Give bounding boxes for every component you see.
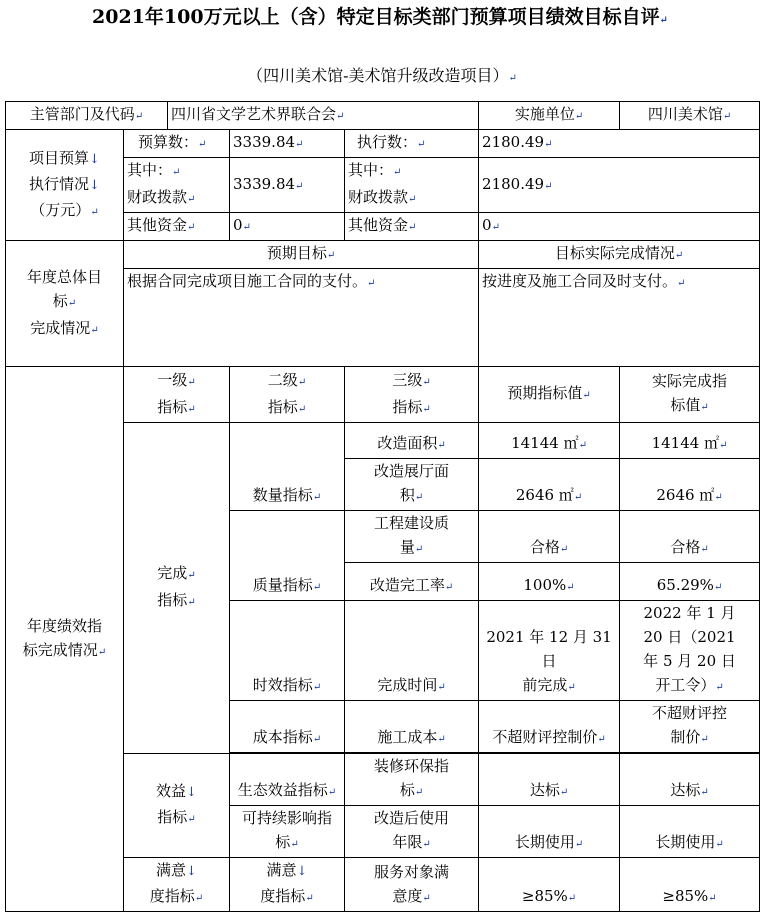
exec-value-cell: 2180.49↵ xyxy=(479,130,760,158)
page-title: 2021年100万元以上（含）特定目标类部门预算项目绩效目标自评↵ xyxy=(92,6,668,28)
level3-cell: 施工成本↵ xyxy=(345,701,479,753)
actual-goal-header: 目标实际完成情况↵ xyxy=(479,241,760,269)
budget-section-label: 项目预算↓ 执行情况↓ （万元）↵ xyxy=(6,130,124,241)
expected-value-cell: 长期使用↵ xyxy=(479,806,620,858)
expected-value-cell: 100%↵ xyxy=(479,563,620,601)
other-budget-cell: 0↵ xyxy=(230,213,345,241)
unit-value-cell: 四川美术馆↵ xyxy=(620,102,760,130)
quantity-level2-cell: 数量指标↵ xyxy=(230,423,345,511)
actual-value-cell: 2022 年 1 月 20 日（2021 年 5 月 20 日 开工令）↵ xyxy=(620,601,760,701)
other-label-cell: 其他资金↵ xyxy=(124,213,230,241)
benefit-level1-cell: 效益↓ 指标↵ xyxy=(124,754,230,858)
expected-goal-header: 预期目标↵ xyxy=(124,241,479,269)
ecology-level2-cell: 生态效益指标↵ xyxy=(230,754,345,806)
timeliness-level2-cell: 时效指标↵ xyxy=(230,601,345,701)
dept-label-cell: 主管部门及代码↵ xyxy=(6,102,168,130)
expected-value-cell: ≥85%↵ xyxy=(479,858,620,912)
table-row xyxy=(6,241,760,269)
perf-section-label: 年度绩效指 标完成情况↵ xyxy=(6,367,124,912)
table-row xyxy=(6,102,760,130)
col-level2-header: 二级↵ 指标↵ xyxy=(230,367,345,423)
col-expected-header: 预期指标值↵ xyxy=(479,367,620,423)
unit-label-cell: 实施单位↵ xyxy=(479,102,620,130)
level3-cell: 改造后使用 年限↵ xyxy=(345,806,479,858)
actual-value-cell: 14144 ㎡↵ xyxy=(620,423,760,459)
actual-value-cell: 合格↵ xyxy=(620,511,760,563)
dept-value-cell: 四川省文学艺术界联合会↵ xyxy=(168,102,479,130)
col-level1-header: 一级↵ 指标↵ xyxy=(124,367,230,423)
performance-table xyxy=(5,101,760,912)
quality-level2-cell: 质量指标↵ xyxy=(230,511,345,601)
col-level3-header: 三级↵ 指标↵ xyxy=(345,367,479,423)
expected-value-cell: 14144 ㎡↵ xyxy=(479,423,620,459)
annual-section-label: 年度总体目 标↵ 完成情况↵ xyxy=(6,241,124,367)
actual-value-cell: 65.29%↵ xyxy=(620,563,760,601)
expected-value-cell: 不超财评控制价↵ xyxy=(479,701,620,753)
expected-goal-text: 根据合同完成项目施工合同的支付。↵ xyxy=(124,269,479,367)
col-actual-header: 实际完成指 标值↵ xyxy=(620,367,760,423)
completion-level1-cell: 完成↵ 指标↵ xyxy=(124,423,230,754)
fiscal-exec-label-cell: 其中：↵ 财政拨款↵ xyxy=(345,158,479,213)
satisfaction-level2-cell: 满意↓ 度指标↵ xyxy=(230,858,345,912)
expected-value-cell: 达标↵ xyxy=(479,754,620,806)
exec-label-cell: 执行数：↵ xyxy=(345,130,479,158)
actual-value-cell: 达标↵ xyxy=(620,754,760,806)
other-exec-label-cell: 其他资金↵ xyxy=(345,213,479,241)
satisfaction-level1-cell: 满意↓ 度指标↵ xyxy=(124,858,230,912)
level3-cell: 装修环保指 标↵ xyxy=(345,754,479,806)
expected-value-cell: 合格↵ xyxy=(479,511,620,563)
actual-value-cell: 2646 ㎡↵ xyxy=(620,459,760,511)
level3-cell: 改造展厅面 积↵ xyxy=(345,459,479,511)
expected-value-cell: 2646 ㎡↵ xyxy=(479,459,620,511)
actual-goal-text: 按进度及施工合同及时支付。↵ xyxy=(479,269,760,367)
budget-label-cell: 预算数：↵ xyxy=(124,130,230,158)
budget-value-cell: 3339.84↵ xyxy=(230,130,345,158)
sustain-level2-cell: 可持续影响指 标↵ xyxy=(230,806,345,858)
actual-value-cell: ≥85%↵ xyxy=(620,858,760,912)
level3-cell: 改造面积↵ xyxy=(345,423,479,459)
level3-cell: 改造完工率↵ xyxy=(345,563,479,601)
fiscal-exec-cell: 2180.49↵ xyxy=(479,158,760,213)
table-row xyxy=(6,130,760,158)
expected-value-cell: 2021 年 12 月 31 日 前完成↵ xyxy=(479,601,620,701)
level3-cell: 完成时间↵ xyxy=(345,601,479,701)
other-exec-cell: 0↵ xyxy=(479,213,760,241)
actual-value-cell: 长期使用↵ xyxy=(620,806,760,858)
cost-level2-cell: 成本指标↵ xyxy=(230,701,345,753)
level3-cell: 工程建设质 量↵ xyxy=(345,511,479,563)
table-row xyxy=(6,367,760,423)
page-subtitle: （四川美术馆-美术馆升级改造项目）↵ xyxy=(247,66,517,85)
fiscal-label-cell: 其中：↵ 财政拨款↵ xyxy=(124,158,230,213)
level3-cell: 服务对象满 意度↵ xyxy=(345,858,479,912)
fiscal-budget-cell: 3339.84↵ xyxy=(230,158,345,213)
actual-value-cell: 不超财评控 制价↵ xyxy=(620,701,760,753)
